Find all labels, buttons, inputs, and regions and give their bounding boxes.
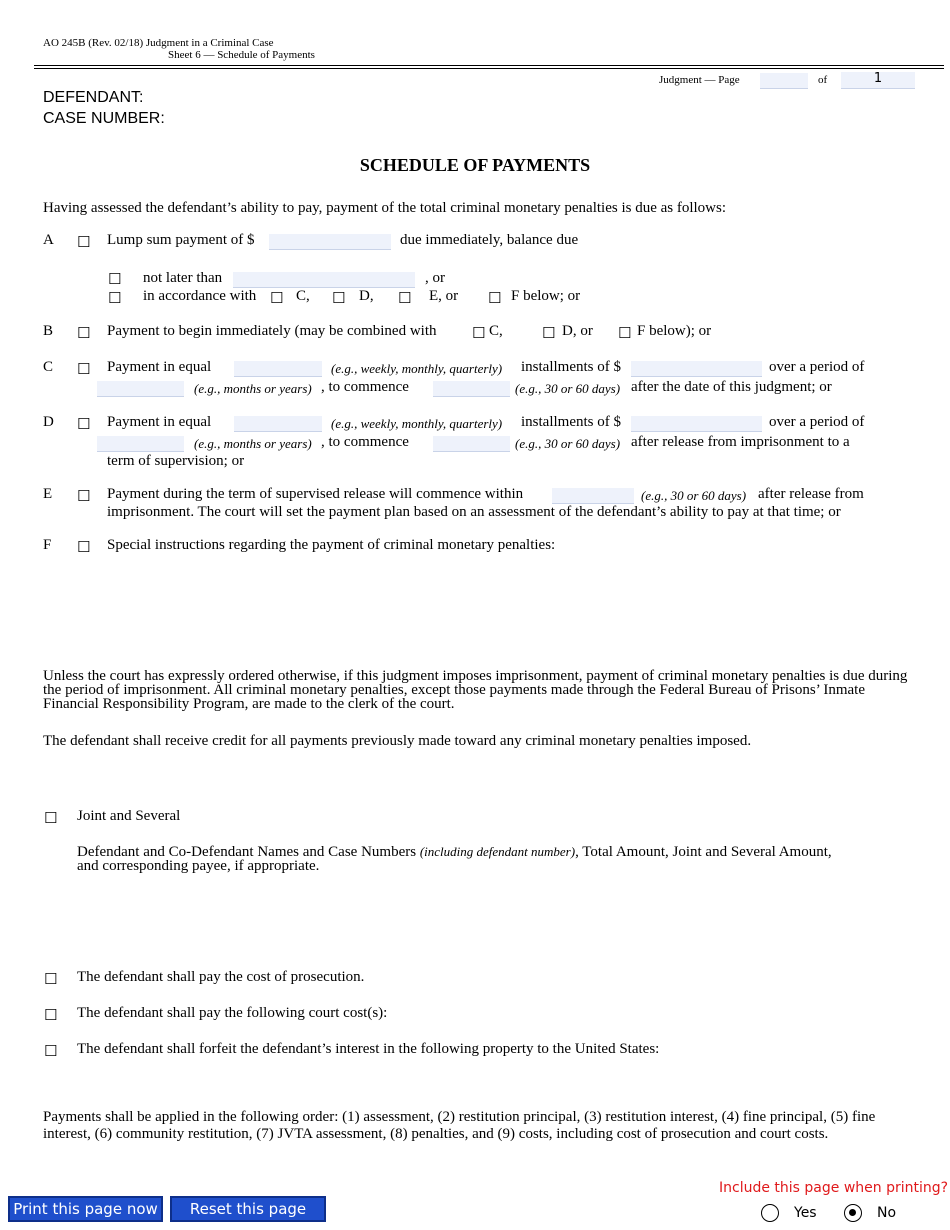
special-instructions-field[interactable] xyxy=(107,557,907,657)
c-installment-amount-field[interactable] xyxy=(631,361,762,377)
not-later-than-checkbox[interactable]: ☐ xyxy=(108,270,122,288)
d-commence-field[interactable] xyxy=(433,436,510,452)
d-period-hint: (e.g., months or years) xyxy=(194,436,312,451)
e-after-text: after release from xyxy=(758,486,864,502)
sheet-label: Sheet 6 — Schedule of Payments xyxy=(168,49,315,61)
imprisonment-paragraph xyxy=(43,669,907,711)
lump-sum-amount-field[interactable] xyxy=(269,234,391,250)
page-title: SCHEDULE OF PAYMENTS xyxy=(359,155,591,175)
in-accordance-label: in accordance with xyxy=(143,288,257,304)
b-f-checkbox[interactable]: ☐ xyxy=(618,324,632,342)
d-period-field[interactable] xyxy=(97,436,184,452)
total-pages-field[interactable]: 1 xyxy=(841,72,915,89)
a-accordance-f-label: F below; or xyxy=(511,288,581,304)
payment-order-line-1: Payments shall be applied in the following order: (1) assessment, (2) restitution principal, (3) restitution interest, (4) fine principal, (5) fine xyxy=(43,1109,876,1125)
a-accordance-e-checkbox[interactable]: ☐ xyxy=(398,289,412,307)
a-accordance-c-checkbox[interactable]: ☐ xyxy=(270,289,284,307)
option-d-checkbox[interactable]: ☐ xyxy=(77,415,91,433)
option-b-checkbox[interactable]: ☐ xyxy=(77,324,91,342)
b-f-label: F below); or xyxy=(637,323,712,339)
not-later-than-date-field[interactable] xyxy=(233,272,415,288)
include-no-radio[interactable] xyxy=(844,1204,862,1222)
a-accordance-f-checkbox[interactable]: ☐ xyxy=(488,289,502,307)
joint-several-field[interactable] xyxy=(77,880,907,950)
b-d-label: D, or xyxy=(562,323,593,339)
b-c-checkbox[interactable]: ☐ xyxy=(472,324,486,342)
judgment-page-label: Judgment — Page xyxy=(659,74,740,86)
option-f-text: Special instructions regarding the payment of criminal monetary penalties: xyxy=(107,537,556,553)
d-frequency-hint: (e.g., weekly, monthly, quarterly) xyxy=(331,416,503,431)
imprisonment-line-1: Unless the court has expressly ordered otherwise, if this judgment imposes imprisonment, payment of criminal monetary penalties is due during xyxy=(43,668,908,684)
in-accordance-checkbox[interactable]: ☐ xyxy=(108,289,122,307)
option-a-text: Lump sum payment of $ xyxy=(107,232,255,248)
joint-several-checkbox[interactable]: ☐ xyxy=(44,809,58,827)
option-f-letter: F xyxy=(43,537,52,553)
option-d-letter: D xyxy=(43,414,54,430)
a-accordance-c-label: C, xyxy=(296,288,310,304)
joint-several-label: Joint and Several xyxy=(77,808,181,824)
joint-desc-hint: (including defendant number) xyxy=(419,844,576,859)
option-e-checkbox[interactable]: ☐ xyxy=(77,487,91,505)
c-frequency-field[interactable] xyxy=(234,361,322,377)
of-label: of xyxy=(818,74,828,86)
credit-text: The defendant shall receive credit for all payments previously made toward any criminal monetary penalties imposed. xyxy=(43,733,752,749)
include-no-label: No xyxy=(877,1205,897,1221)
e-days-field[interactable] xyxy=(552,488,634,504)
c-commence-text: , to commence xyxy=(321,379,409,395)
form-id: AO 245B (Rev. 02/18) Judgment in a Criminal Case xyxy=(43,37,274,49)
c-installments-text: installments of $ xyxy=(521,359,621,375)
forfeit-checkbox[interactable]: ☐ xyxy=(44,1042,58,1060)
court-costs-checkbox[interactable]: ☐ xyxy=(44,1006,58,1024)
a-accordance-d-checkbox[interactable]: ☐ xyxy=(332,289,346,307)
c-after-text: after the date of this judgment; or xyxy=(631,379,832,395)
option-b-letter: B xyxy=(43,323,54,339)
include-page-question: Include this page when printing? xyxy=(719,1180,949,1196)
b-d-checkbox[interactable]: ☐ xyxy=(542,324,556,342)
option-e-text: Payment during the term of supervised release will commence within xyxy=(107,486,524,502)
d-installments-text: installments of $ xyxy=(521,414,621,430)
c-frequency-hint: (e.g., weekly, monthly, quarterly) xyxy=(331,361,503,376)
include-yes-label: Yes xyxy=(794,1205,817,1221)
court-costs-text: The defendant shall pay the following court cost(s): xyxy=(77,1005,388,1021)
intro-text: Having assessed the defendant’s ability to pay, payment of the total criminal monetary penalties is due as follows: xyxy=(43,200,727,216)
a-accordance-e-label: E, or xyxy=(429,288,459,304)
a-accordance-d-label: D, xyxy=(359,288,374,304)
case-number-label: CASE NUMBER: xyxy=(43,110,165,127)
d-commence-text: , to commence xyxy=(321,434,409,450)
option-c-checkbox[interactable]: ☐ xyxy=(77,360,91,378)
option-a-checkbox[interactable]: ☐ xyxy=(77,233,91,251)
d-installment-amount-field[interactable] xyxy=(631,416,762,432)
payment-order-line-2: interest, (6) community restitution, (7) JVTA assessment, (8) penalties, and (9) costs, including cost of prosecution and court costs. xyxy=(43,1126,829,1142)
c-period-hint: (e.g., months or years) xyxy=(194,381,312,396)
d-supervision-text: term of supervision; or xyxy=(107,453,245,469)
joint-desc-b: , Total Amount, Joint and Several Amount, xyxy=(575,844,832,860)
e-days-hint: (e.g., 30 or 60 days) xyxy=(641,488,747,503)
include-yes-radio[interactable] xyxy=(761,1204,779,1222)
page-number-field[interactable] xyxy=(760,73,808,89)
joint-description xyxy=(77,845,832,873)
radio-selected-dot xyxy=(849,1209,856,1216)
joint-desc-a: Defendant and Co-Defendant Names and Case Numbers xyxy=(77,844,420,860)
option-c-text: Payment in equal xyxy=(107,359,212,375)
header-rule-bottom xyxy=(34,68,944,69)
forfeit-text: The defendant shall forfeit the defendant’s interest in the following property to the United States: xyxy=(77,1041,660,1057)
option-b-text: Payment to begin immediately (may be combined with xyxy=(107,323,437,339)
joint-desc-line-2: and corresponding payee, if appropriate. xyxy=(77,858,320,874)
option-c-letter: C xyxy=(43,359,54,375)
not-later-than-label: not later than xyxy=(143,270,223,286)
reset-page-button[interactable]: Reset this page xyxy=(170,1196,326,1222)
d-after-text: after release from imprisonment to a xyxy=(631,434,850,450)
option-a-letter: A xyxy=(43,232,54,248)
b-c-label: C, xyxy=(489,323,503,339)
imprisonment-line-3: Financial Responsibility Program, are made to the clerk of the court. xyxy=(43,696,455,712)
d-period-text: over a period of xyxy=(769,414,865,430)
e-court-text: imprisonment. The court will set the payment plan based on an assessment of the defendant’s ability to pay at that time; or xyxy=(107,504,841,520)
c-period-text: over a period of xyxy=(769,359,865,375)
option-a-due-text: due immediately, balance due xyxy=(400,232,579,248)
option-d-text: Payment in equal xyxy=(107,414,212,430)
prosecution-text: The defendant shall pay the cost of prosecution. xyxy=(77,969,365,985)
header-rule-top xyxy=(34,65,944,66)
not-later-than-or: , or xyxy=(425,270,445,286)
d-commence-hint: (e.g., 30 or 60 days) xyxy=(515,436,621,451)
d-frequency-field[interactable] xyxy=(234,416,322,432)
option-e-letter: E xyxy=(43,486,53,502)
print-page-button[interactable]: Print this page now xyxy=(8,1196,163,1222)
c-period-field[interactable] xyxy=(97,381,184,397)
prosecution-checkbox[interactable]: ☐ xyxy=(44,970,58,988)
option-f-checkbox[interactable]: ☐ xyxy=(77,538,91,556)
c-commence-field[interactable] xyxy=(433,381,510,397)
c-commence-hint: (e.g., 30 or 60 days) xyxy=(515,381,621,396)
imprisonment-line-2: the period of imprisonment. All criminal monetary penalties, except those payments made through the Federal Bureau of Prisons’ Inmate xyxy=(43,682,866,698)
defendant-label: DEFENDANT: xyxy=(43,89,144,106)
